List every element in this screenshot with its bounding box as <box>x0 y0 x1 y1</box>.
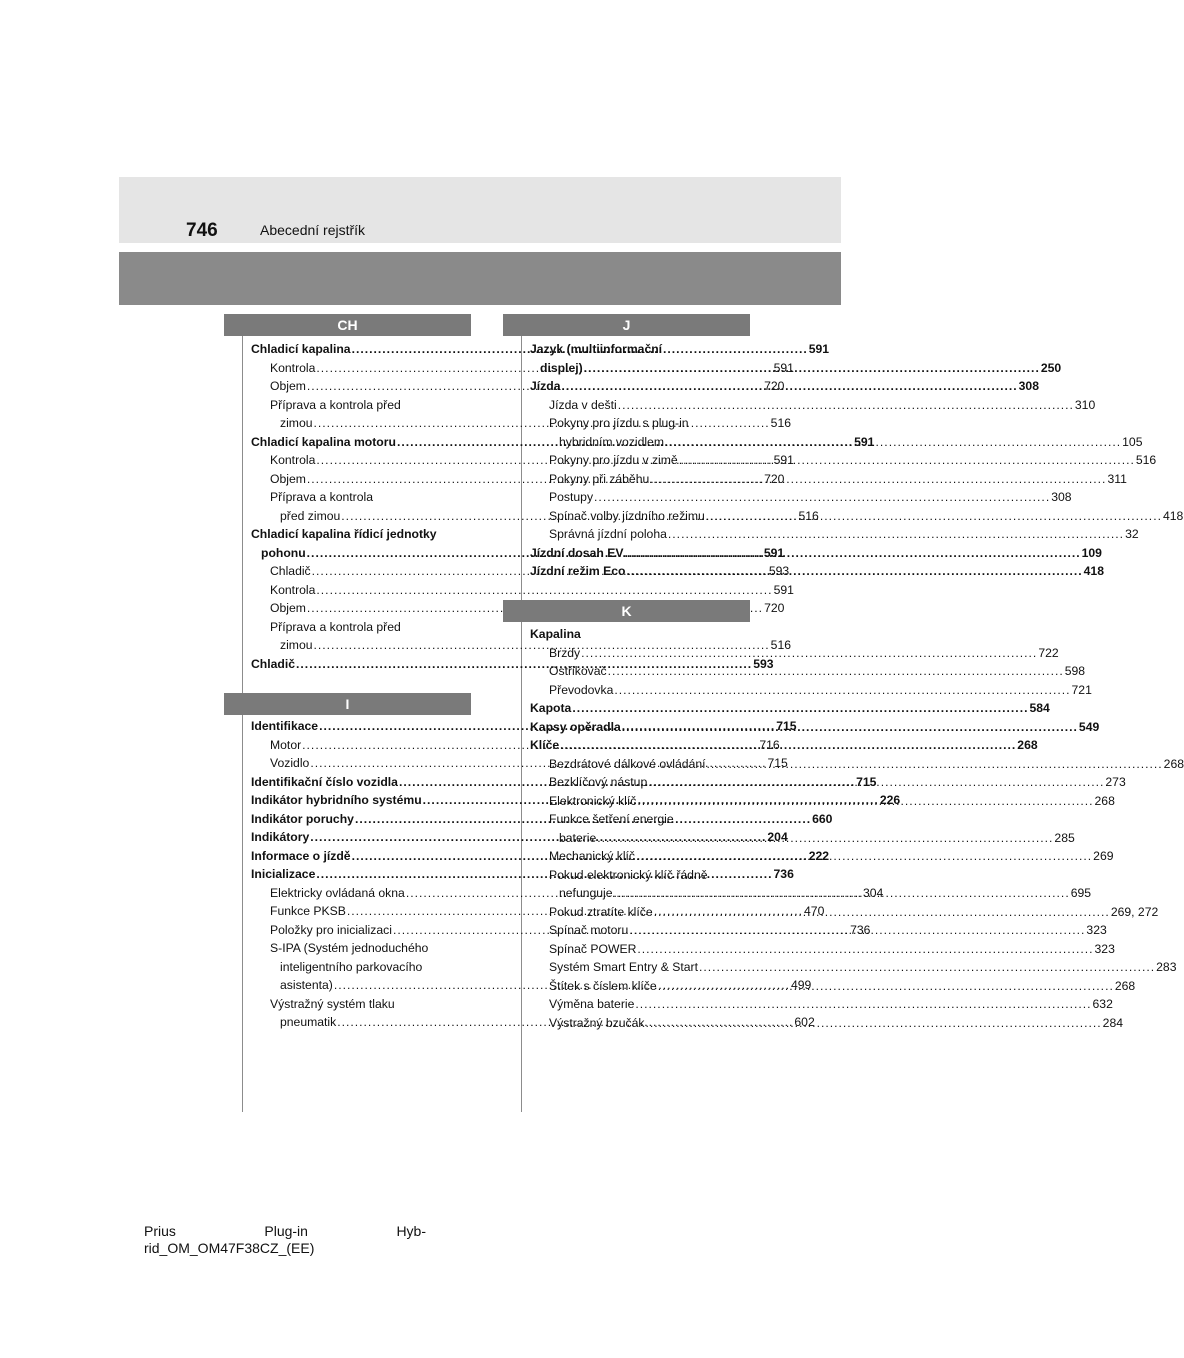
index-entry-text: Elektricky ovládaná okna <box>270 885 405 900</box>
footer-code: rid_OM_OM47F38CZ_(EE) <box>144 1240 315 1256</box>
page-reference: 593 <box>768 564 790 578</box>
page-reference: 105 <box>1122 434 1143 449</box>
index-entry <box>530 940 1115 959</box>
index-entry-text: S-IPA (Systém jednoduchého <box>270 941 429 955</box>
index-entry-text: Objem <box>270 471 306 486</box>
index-entry-text: nefunguje <box>559 886 613 900</box>
index-entry-text: Objem <box>270 379 306 393</box>
leader-dots <box>627 562 1083 581</box>
page-reference: 736 <box>850 922 871 937</box>
page-reference: 516 <box>1135 453 1157 467</box>
page-reference: 591 <box>763 545 785 560</box>
index-entry <box>530 488 1072 507</box>
section-heading-j: J <box>503 314 750 336</box>
page-reference: 549 <box>1078 719 1100 734</box>
leader-dots <box>707 755 1163 774</box>
index-entry-text: Položky pro inicializaci <box>270 922 392 937</box>
page-reference: 470 <box>804 904 825 918</box>
footer <box>144 1223 426 1257</box>
page-reference: 268 <box>1017 738 1038 752</box>
index-entry-text: Kapota <box>530 701 572 715</box>
section-heading-k: K <box>503 600 750 622</box>
index-entry-text: displej) <box>540 360 583 375</box>
index-entry-text: Chladič <box>251 656 296 671</box>
section-heading-i: I <box>224 693 471 715</box>
leader-dots <box>650 470 1106 489</box>
index-entry-text: Postupy <box>549 490 594 504</box>
leader-dots <box>584 361 1040 375</box>
page-reference: 591 <box>854 434 875 449</box>
index-entry-text: Elektronický klíč <box>549 793 637 808</box>
index-entry-text: Mechanický klíč <box>549 849 636 863</box>
index-entry-text: zimou <box>280 638 313 652</box>
page-reference: 715 <box>767 756 788 770</box>
page-reference: 516 <box>770 416 792 430</box>
page-reference: 591 <box>773 360 794 375</box>
index-entry-text: Kapalina <box>530 627 581 641</box>
page-reference: 283 <box>1156 960 1177 974</box>
index-entry-text: Výstražný bzučák <box>549 1015 645 1030</box>
index-entry-text: Objem <box>270 601 306 615</box>
index-entry-text: Spínač POWER <box>549 941 637 956</box>
page-title: Abecední rejstřík <box>260 222 366 238</box>
page-reference: 715 <box>776 719 797 733</box>
leader-dots <box>635 995 1091 1014</box>
index-entry-text: Chladicí kapalina <box>251 342 351 356</box>
leader-dots <box>614 681 1070 700</box>
index-entry-text: před zimou <box>280 508 341 523</box>
index-entry <box>530 625 750 644</box>
page-reference: 722 <box>1038 645 1059 660</box>
index-entry <box>530 525 1139 544</box>
leader-dots <box>636 847 1092 866</box>
index-entry-text: baterie <box>559 830 597 845</box>
page-reference: 268 <box>1094 793 1115 808</box>
index-entry-text: Jízdní režim Eco <box>530 564 626 578</box>
leader-dots <box>637 940 1093 959</box>
index-entry-text: Příprava a kontrola před <box>270 397 401 412</box>
index-entry-text: Indikátor poruchy <box>251 811 354 826</box>
index-entry <box>530 699 1050 718</box>
page-reference: 632 <box>1092 997 1113 1011</box>
index-entry-text: Systém Smart Entry & Start <box>549 960 698 974</box>
index-entry-text: Štítek s číslem klíče <box>549 978 657 993</box>
index-entry-text: Chladicí kapalina řídicí jednotky <box>251 527 437 541</box>
index-entry-text: Brzdy <box>549 645 581 660</box>
index-entry-text: Kontrola <box>270 582 316 597</box>
page-reference: 418 <box>1162 508 1184 523</box>
page-reference: 736 <box>773 867 794 881</box>
page-reference: 323 <box>1086 923 1107 937</box>
index-entry-text: Příprava a kontrola před <box>270 619 401 634</box>
page-reference: 284 <box>1102 1015 1124 1030</box>
page-reference: 308 <box>1051 490 1072 504</box>
leader-dots <box>668 525 1124 544</box>
index-entry <box>530 995 1113 1014</box>
index-entry-text: Vozidlo <box>270 756 310 770</box>
index-entry-text: pohonu <box>261 545 306 560</box>
page-reference: 268 <box>1114 978 1136 993</box>
page-reference: 250 <box>1040 360 1062 375</box>
index-entry <box>251 581 794 600</box>
page-reference: 593 <box>753 656 774 671</box>
index-entry-text: Bezklíčový nástup <box>549 775 648 789</box>
index-entry-text: Pokyny pro jízdu v zimě <box>549 453 678 467</box>
page-reference: 269, 272 <box>1110 904 1159 919</box>
index-entry-text: Klíče <box>530 738 560 752</box>
footer-variant: Plug-in <box>264 1223 308 1239</box>
page-reference: 584 <box>1029 701 1050 715</box>
page-reference: 591 <box>773 582 794 597</box>
index-entry-text: Pokyny pro jízdu s plug-in <box>549 416 689 430</box>
page-reference: 226 <box>879 793 901 807</box>
index-entry-text: Jízda <box>530 379 561 393</box>
footer-model: Prius <box>144 1223 176 1239</box>
index-entry-text: Pokud elektronický klíč řádně <box>549 867 708 882</box>
leader-dots <box>618 396 1074 415</box>
index-entry-text: Inicializace <box>251 867 316 881</box>
index-entry-text: Indikátory <box>251 830 310 844</box>
index-entry-text: hybridním vozidlem <box>559 434 664 449</box>
page-reference: 323 <box>1094 941 1115 956</box>
leader-dots <box>581 644 1037 663</box>
leader-dots <box>597 831 1053 845</box>
index-entry <box>530 958 1177 977</box>
index-entry-text: Motor <box>270 737 302 752</box>
index-entry-text: pneumatik <box>280 1015 337 1029</box>
index-entry <box>530 681 1092 700</box>
leader-dots <box>572 699 1028 718</box>
index-entry-text: Pokyny při záběhu <box>549 471 650 486</box>
section-heading-ch: CH <box>224 314 471 336</box>
index-entry-text: Pokud ztratíte klíče <box>549 904 653 919</box>
index-entry <box>530 396 1096 415</box>
leader-dots <box>608 662 1064 681</box>
index-entry-text: asistenta) <box>280 978 333 992</box>
leader-dots <box>658 977 1114 996</box>
leader-dots <box>560 736 1016 755</box>
index-entry-text: Správná jízdní poloha <box>549 527 667 541</box>
leader-dots <box>648 773 1104 792</box>
page-reference: 716 <box>759 737 780 752</box>
page-reference: 269 <box>1093 849 1114 863</box>
index-entry-text: Kontrola <box>270 360 316 375</box>
page-reference: 285 <box>1054 830 1075 845</box>
index-entry-text: Spínač motoru <box>549 923 629 937</box>
page-reference: 715 <box>856 774 877 789</box>
leader-dots <box>706 507 1162 526</box>
index-entry-text: Funkce PKSB <box>270 904 346 918</box>
page-reference: 109 <box>1081 545 1102 560</box>
index-entry-text: Jazyk (multiinformační <box>530 342 663 356</box>
page-reference: 311 <box>1107 471 1127 486</box>
page-reference: 273 <box>1105 775 1126 789</box>
page-reference: 598 <box>1064 664 1086 678</box>
leader-dots <box>622 718 1078 737</box>
page-reference: 268 <box>1163 756 1184 771</box>
page-reference: 204 <box>767 830 788 844</box>
index-entry-text: Převodovka <box>549 682 614 697</box>
page-reference: 222 <box>808 848 830 863</box>
page-reference: 308 <box>1018 379 1039 393</box>
leader-dots <box>646 1014 1102 1033</box>
leader-dots <box>561 377 1017 396</box>
page-reference: 304 <box>862 885 884 900</box>
leader-dots <box>629 921 1085 940</box>
index-entry-text: Spínač volby jízdního režimu <box>549 508 705 523</box>
index-entry-text: Jízdní dosah EV <box>530 545 624 560</box>
index-entry <box>251 599 785 618</box>
index-entry-text: Chladič <box>270 564 311 578</box>
index-entry-text: Chladicí kapalina motoru <box>251 434 396 449</box>
index-entry-text: Výměna baterie <box>549 997 635 1011</box>
index-entry-text: Příprava a kontrola <box>270 490 373 504</box>
index-entry-text: Funkce šetření energie <box>549 812 674 826</box>
leader-dots <box>624 544 1080 563</box>
index-entry-text: Indikátor hybridního systému <box>251 793 422 807</box>
header-dark-band <box>119 252 841 305</box>
page-reference: 32 <box>1125 527 1139 541</box>
leader-dots <box>637 792 1093 811</box>
header-top-band <box>119 177 841 243</box>
leader-dots <box>665 435 1121 449</box>
page-reference: 591 <box>773 453 794 467</box>
page-reference: 591 <box>808 342 830 356</box>
page-reference: 516 <box>798 508 819 523</box>
index-entry-text: Ostřikovač <box>549 664 607 678</box>
leader-dots <box>316 581 772 600</box>
index-entry-text: Kontrola <box>270 453 316 467</box>
page-reference: 418 <box>1083 564 1104 578</box>
index-entry-text: Kapsy opěradla <box>530 719 621 734</box>
index-entry-text: zimou <box>280 416 313 430</box>
page-reference: 721 <box>1071 682 1092 697</box>
index-entry-text: Informace o jízdě <box>251 848 351 863</box>
page-reference: 310 <box>1074 397 1096 412</box>
page-reference: 695 <box>1070 886 1092 900</box>
leader-dots <box>654 903 1110 922</box>
leader-dots <box>679 451 1135 470</box>
leader-dots <box>699 958 1155 977</box>
leader-dots <box>594 488 1050 507</box>
index-entry-text: Jízda v dešti <box>549 397 617 412</box>
index-entry-text: Výstražný systém tlaku <box>270 996 395 1011</box>
page-reference: 602 <box>794 1015 815 1029</box>
index-entry-text: Identifikace <box>251 719 319 733</box>
index-entry-text: inteligentního parkovacího <box>280 959 423 974</box>
page-number: 746 <box>186 220 218 241</box>
page-reference: 720 <box>764 601 785 615</box>
index-entry-text: Identifikační číslo vozidla <box>251 774 398 789</box>
page-reference: 660 <box>812 811 833 826</box>
page-reference: 499 <box>791 978 812 992</box>
left-column-divider <box>242 335 243 1112</box>
page-reference: 720 <box>764 471 785 486</box>
leader-dots <box>614 886 1070 900</box>
page-reference: 720 <box>764 379 785 393</box>
index-entry-text: Bezdrátové dálkové ovládání <box>549 756 706 771</box>
page-reference: 516 <box>770 638 792 652</box>
footer-hyb: Hyb- <box>396 1223 426 1239</box>
